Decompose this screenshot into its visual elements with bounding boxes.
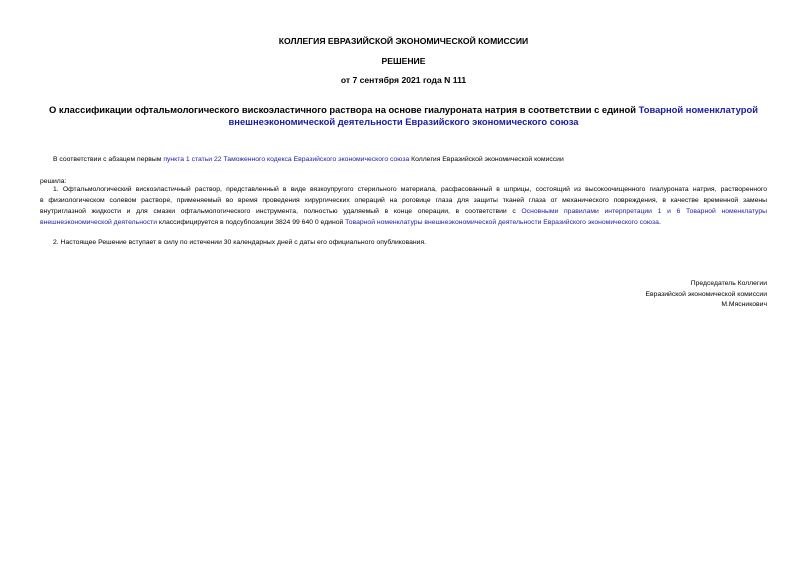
item-1-link-fea[interactable]: внешнеэкономической деятельности <box>40 219 158 226</box>
item-1-line-2: в физиологическом солевом растворе, применяемый во время проведения хирургических операций на роговице глаза для защиты тканей глаза от механического повреждения, в качестве временной замены <box>40 197 767 204</box>
item-1-line-1: 1. Офтальмологический вискоэластичный раствор, представленный в виде вязкоупругого стерильного материала, расфасованный в шприцы, состоящий из высокоочищенного гиалуроната натрия, растворенного <box>53 186 767 193</box>
preamble-link-customs-code[interactable]: пункта 1 статьи 22 Таможенного кодекса Евразийского экономического союза <box>163 156 410 163</box>
preamble-text-before: В соответствии с абзацем первым <box>53 156 164 163</box>
item-1-line-4-end: . <box>658 219 661 226</box>
document-title-line-2 <box>0 117 807 126</box>
document-type: РЕШЕНИЕ <box>381 56 426 66</box>
item-1-line-3-text: внутриглазной жидкости и для смазки офтальмологического инструмента, полностью удаляемый в конце операции, в соответствии с <box>40 208 522 215</box>
title-link-tn-ved[interactable]: Товарной номенклатурой <box>638 104 758 115</box>
signature-organization: Евразийской экономической комиссии <box>645 291 767 298</box>
item-1-link-interpretation-rules[interactable]: Основными правилами интерпретации 1 и 6 Товарной номенклатуры <box>521 208 768 215</box>
preamble-paragraph <box>53 157 564 164</box>
item-1-line-3 <box>40 209 767 216</box>
item-1-line-4-text: классифицируется в подсубпозиции 3824 99 640 0 единой <box>157 219 346 226</box>
title-text: О классификации офтальмологического вискоэластичного раствора на основе гиалуроната натрия в соответствии с единой <box>49 104 639 115</box>
title-link-eaeu[interactable]: внешнеэкономической деятельности Евразийского экономического союза <box>228 116 579 127</box>
signature-name: М.Мясникович <box>721 301 767 308</box>
item-1-line-4 <box>40 220 661 227</box>
item-1-link-tn-ved-eaeu[interactable]: Товарной номенклатуры внешнеэкономической деятельности Евразийского экономического союза <box>345 219 659 226</box>
decided-label: решила: <box>40 178 67 185</box>
preamble-text-after: Коллегия Евразийской экономической комиссии <box>409 156 564 163</box>
signature-position: Председатель Коллегии <box>690 280 767 287</box>
item-2-paragraph: 2. Настоящее Решение вступает в силу по истечении 30 календарных дней с даты его официального опубликования. <box>53 239 427 246</box>
document-title-line-1 <box>0 105 807 114</box>
org-heading: КОЛЛЕГИЯ ЕВРАЗИЙСКОЙ ЭКОНОМИЧЕСКОЙ КОМИССИИ <box>278 36 529 46</box>
document-date-number: от 7 сентября 2021 года N 111 <box>340 75 467 85</box>
